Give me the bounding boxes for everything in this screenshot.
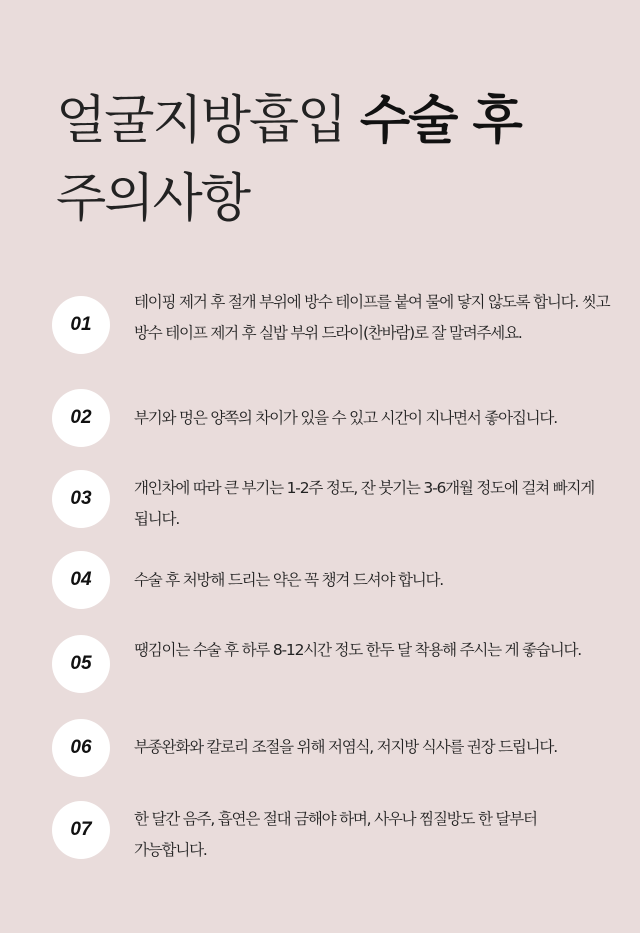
number-badge: 02: [52, 389, 110, 447]
title-line2: 주의사항: [56, 169, 249, 229]
item-text: 한 달간 음주, 흡연은 절대 금해야 하며, 사우나 찜질방도 한 달부터 가능합니다.: [134, 810, 537, 859]
number-badge: 01: [52, 296, 110, 354]
number-badge: 03: [52, 470, 110, 528]
item-text: 땡김이는 수술 후 하루 8-12시간 정도 한두 달 착용해 주시는 게 좋습니다.: [134, 641, 581, 659]
item-text: 부기와 멍은 양쪽의 차이가 있을 수 있고 시간이 지나면서 좋아집니다.: [134, 409, 557, 427]
number-badge: 05: [52, 635, 110, 693]
title-bold: 수술 후: [359, 91, 521, 151]
item-text: 테이핑 제거 후 절개 부위에 방수 테이프를 붙여 물에 닿지 않도록 합니다. 씻고 방수 테이프 제거 후 실밥 부위 드라이(찬바람)로 잘 말려주세요.: [134, 293, 610, 342]
number-badge: 06: [52, 719, 110, 777]
title-light: 얼굴지방흡입: [56, 91, 360, 151]
item-text: 부종완화와 칼로리 조절을 위해 저염식, 저지방 식사를 권장 드립니다.: [134, 738, 557, 756]
number-badge: 04: [52, 551, 110, 609]
number-badge: 07: [52, 801, 110, 859]
item-text: 수술 후 처방해 드리는 약은 꼭 챙겨 드셔야 합니다.: [134, 571, 444, 589]
item-text: 개인차에 따라 큰 부기는 1-2주 정도, 잔 붓기는 3-6개월 정도에 걸쳐 빠지게 됩니다.: [134, 479, 595, 528]
